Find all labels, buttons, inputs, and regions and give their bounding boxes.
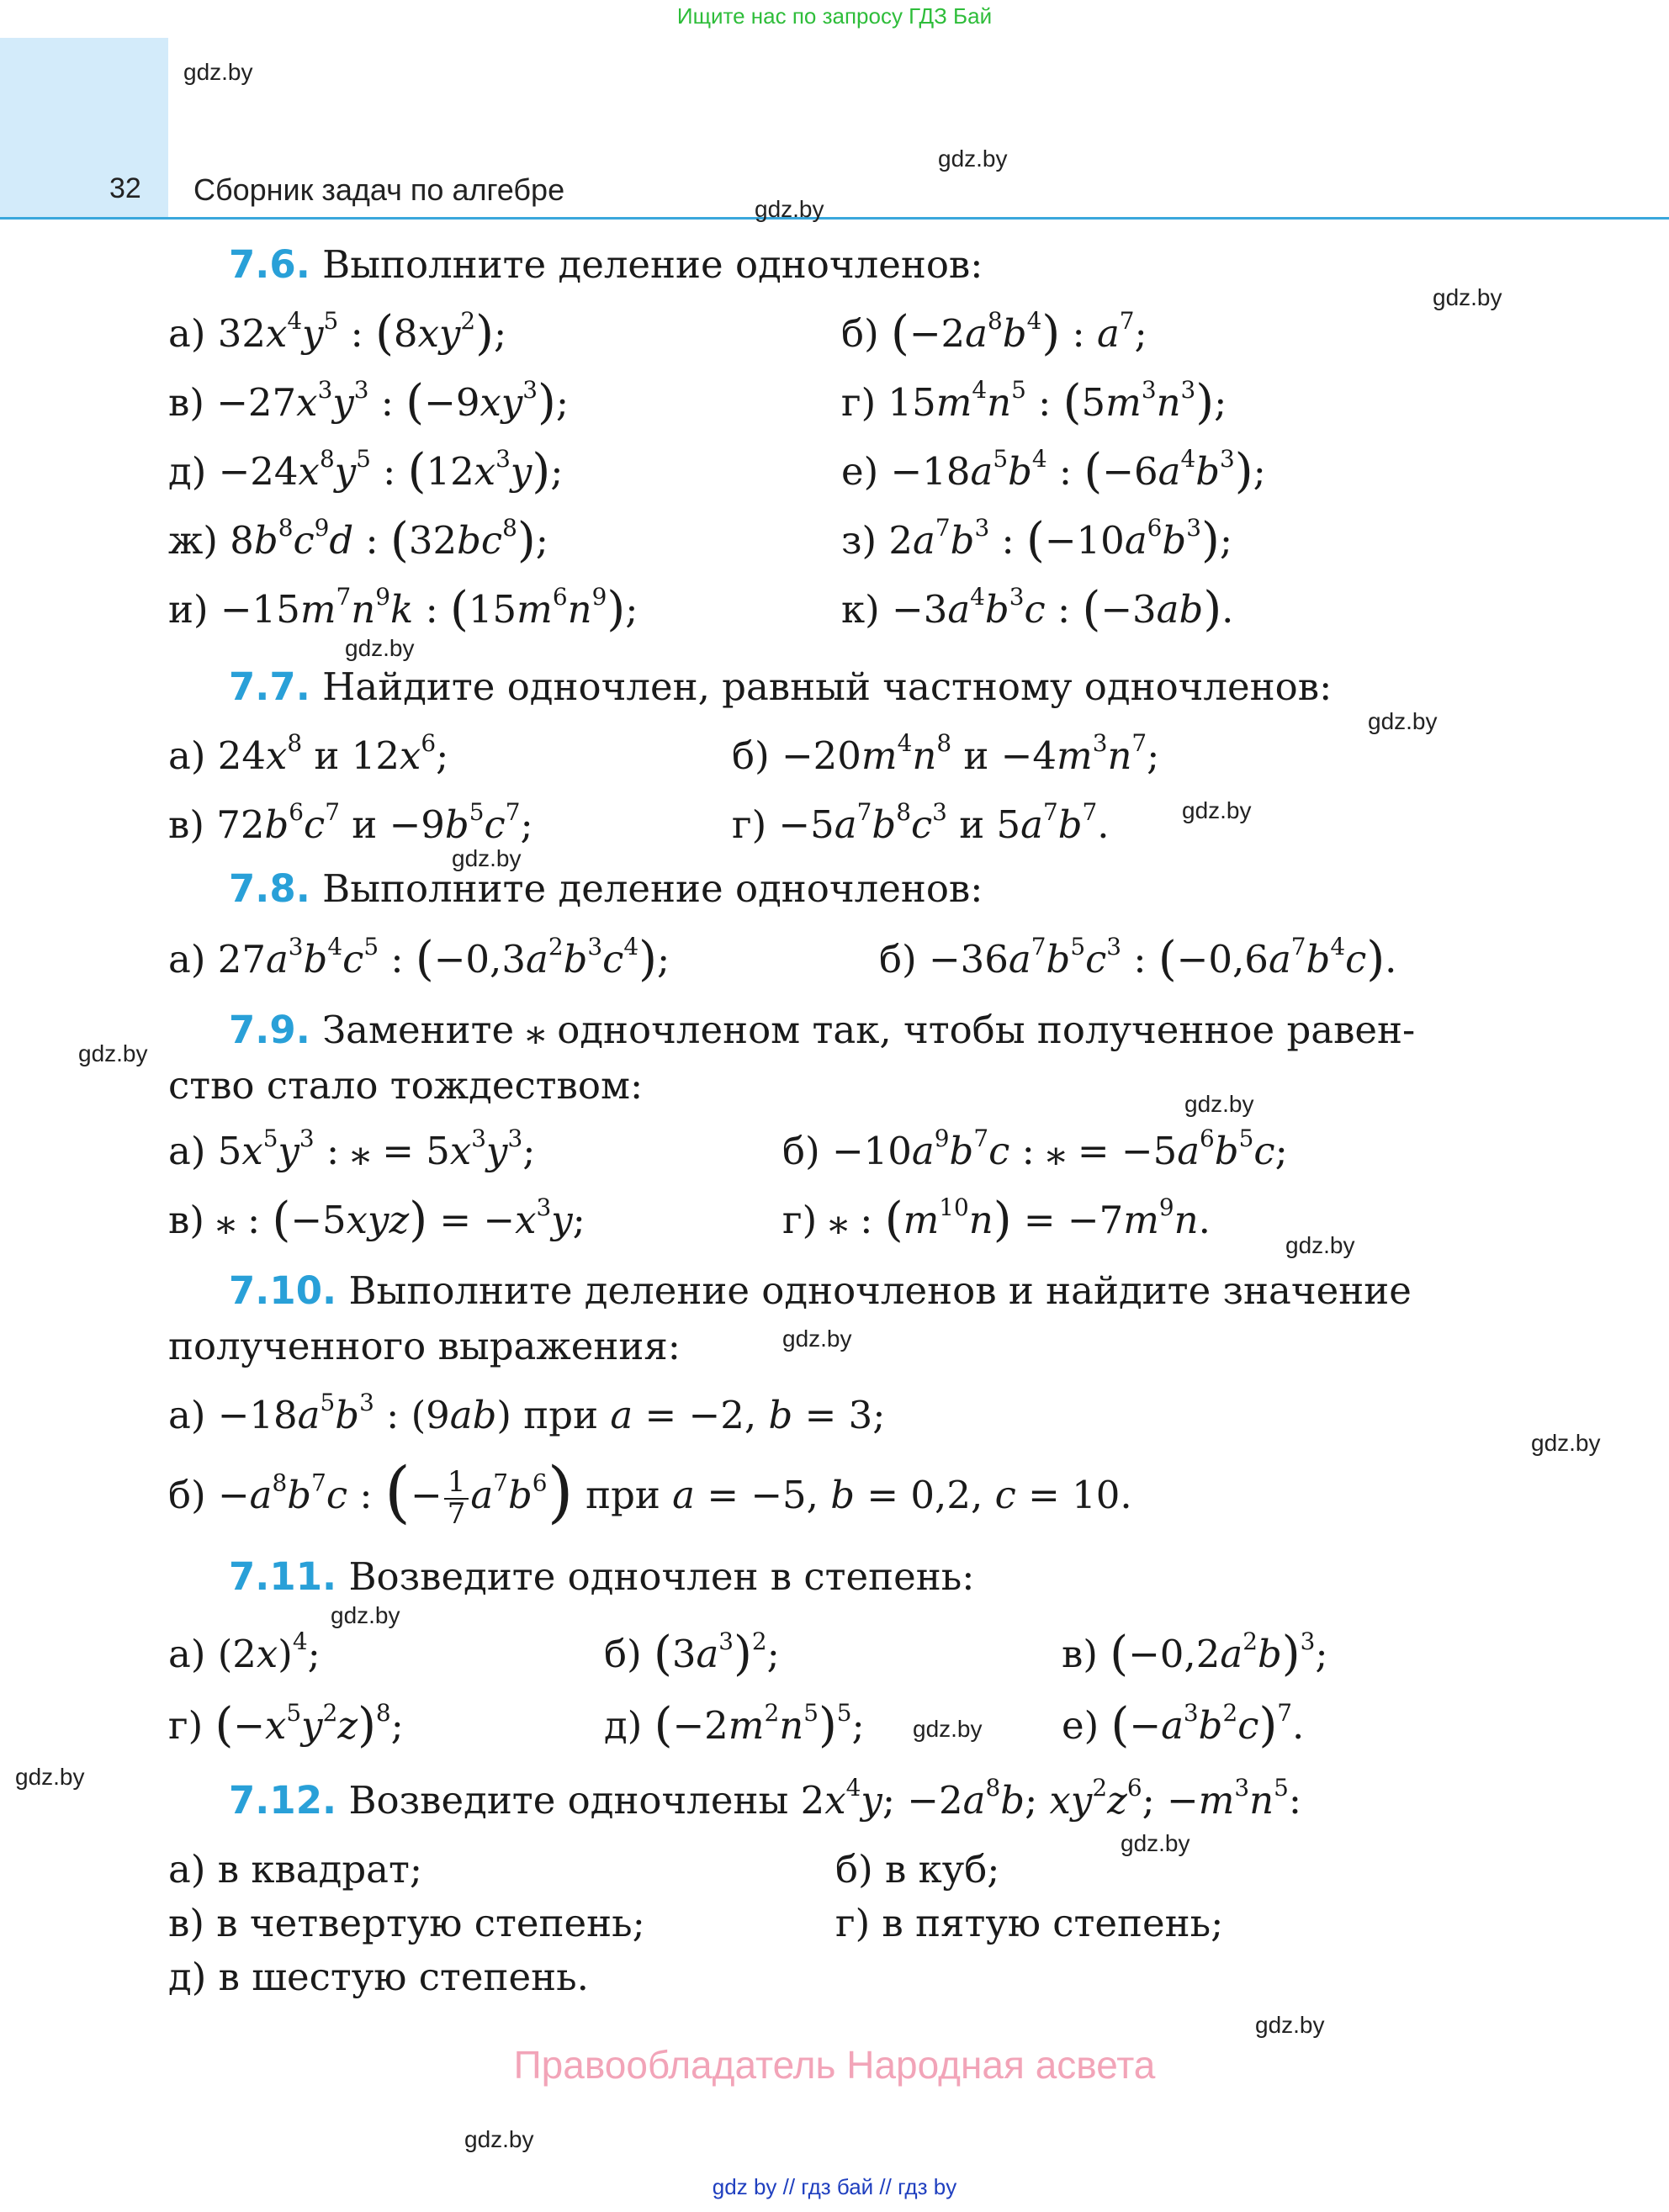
task-title-line-1: Замените ⁎ одночленом так, чтобы полученное равен-: [322, 1008, 1416, 1052]
watermark: gdz.by: [464, 2126, 534, 2152]
watermark: gdz.by: [345, 635, 415, 661]
expression-7-6-a: а) $32x^4y^5$ : $(8xy^2)$;: [168, 306, 507, 361]
watermark: gdz.by: [15, 1764, 85, 1790]
expression-7-6-e: $е) -18a^5b^4$ : $(-6a^4b^3)$;: [841, 444, 1266, 499]
expression-7-6-zh: ж) $8b^8c^9d$ : $(32bc^8)$;: [168, 513, 548, 568]
expression-7-8-a: а) $27a^3b^4c^5$ : $(-0,3a^2b^3c^4)$;: [168, 932, 670, 987]
watermark: gdz.by: [1121, 1830, 1190, 1856]
watermark: gdz.by: [1184, 1091, 1254, 1117]
expression-7-10-a: $а) -18a^5b^3$ : (9ab) при a = −2, b = 3;: [168, 1389, 886, 1437]
expression-7-11-e: е) $(-a^3b^2c)^7$.: [1062, 1698, 1305, 1753]
task-title: Выполните деление одночленов:: [322, 866, 983, 911]
expression-7-6-b: б) $(-2a^8b^4)$ : $a^7$;: [841, 306, 1147, 361]
task-number: 7.8.: [229, 866, 310, 911]
task-title-line-2: полученного выражения:: [168, 1324, 681, 1368]
option-7-12-a: а) в квадрат;: [168, 1847, 423, 1892]
watermark: gdz.by: [913, 1716, 983, 1742]
option-7-12-v: в) в четвертую степень;: [168, 1901, 645, 1945]
task-7-11-heading: [229, 1554, 974, 1599]
task-7-6-heading: [229, 242, 983, 287]
task-number: 7.11.: [229, 1554, 337, 1599]
expression-7-6-z: з) $2a^7b^3$ : $(-10a^6b^3)$;: [841, 513, 1232, 568]
expression-7-11-b: б) $(3a^3)^2$;: [604, 1627, 780, 1681]
expression-7-8-b: $б) -36a^7b^5c^3$ : $(-0,6a^7b^4c)$.: [879, 932, 1397, 987]
watermark: gdz.by: [1368, 708, 1438, 734]
watermark: gdz.by: [782, 1326, 852, 1352]
expression-7-6-d: $д) -24x^8y^5$ : $(12x^3y)$;: [168, 444, 564, 499]
task-number: 7.7.: [229, 664, 310, 709]
expression-7-6-v: $в) -27x^3y^3$ : $(-9xy^3)$;: [168, 375, 570, 430]
task-7-9-heading: [229, 1008, 1415, 1052]
watermark: gdz.by: [1433, 284, 1502, 310]
expression-7-7-a: а) $24x^8$ и $12x^6$;: [168, 729, 449, 778]
watermark: gdz.by: [1285, 1232, 1355, 1258]
expression-7-6-g: г) $15m^4n^5$ : $(5m^3n^3)$;: [841, 375, 1227, 430]
top-banner[interactable]: Ищите нас по запросу ГДЗ Бай: [676, 3, 993, 29]
task-7-12-monomials: $2x^4y$; $-2a^8b$; $xy^2z^6$; $-m^3n^5$:: [800, 1774, 1302, 1823]
watermark: gdz.by: [331, 1602, 400, 1628]
copyright-owner: Правообладатель Народная асвета: [513, 2043, 1156, 2087]
watermark: gdz.by: [78, 1040, 148, 1066]
watermark: gdz.by: [452, 845, 522, 871]
expression-7-9-b: $б) -10a^9b^7c$ : ⁎ = $-5a^6b^5c$;: [782, 1125, 1288, 1173]
expression-7-9-a: а) $5x^5y^3$ : ⁎ = $5x^3y^3$;: [168, 1125, 536, 1173]
expression-7-11-v: в) $(-0,2a^2b)^3$;: [1062, 1627, 1328, 1681]
expression-7-10-b: $б) -a^8b^7c$ : (− $\frac{1}{7}$ $a^7b^6$) при a = −5, b = 0,2, c = 10.: [168, 1453, 1132, 1532]
header-rule: [0, 217, 1669, 220]
task-title-line-1: Выполните деление одночленов и найдите значение: [348, 1268, 1412, 1313]
task-title: Возведите одночлен в степень:: [348, 1554, 975, 1599]
page-number: 32: [109, 172, 141, 204]
expression-7-7-g: $г) -5a^7b^8c^3$ и $5a^7b^7$.: [732, 798, 1110, 847]
bottom-links[interactable]: gdz by // гдз бай // гдз by: [712, 2174, 957, 2199]
task-7-10-heading: [229, 1268, 1412, 1313]
expression-7-9-g: г) ⁎ : $(m^{10}n) = -7m^9n$.: [782, 1193, 1211, 1247]
watermark: gdz.by: [938, 146, 1008, 172]
task-7-8-heading: [229, 866, 983, 911]
option-7-12-d: д) в шестую степень.: [168, 1955, 589, 1999]
task-title: Найдите одночлен, равный частному одночленов:: [322, 664, 1333, 709]
option-7-12-g: г) в пятую степень;: [835, 1901, 1224, 1945]
expression-7-11-a: а) $(2x)^4$;: [168, 1627, 321, 1676]
expression-7-6-k: $к) -3a^4b^3c$ : (−3ab).: [841, 582, 1234, 637]
expression-7-7-b: $б) -20m^4n^8$ $и -4m^3n^7$;: [732, 729, 1160, 778]
watermark: gdz.by: [755, 196, 824, 222]
expression-7-11-d: д) $(-2m^2n^5)^5$;: [604, 1698, 865, 1753]
fraction: $\frac{1}{7}$: [444, 1468, 469, 1529]
header-color-block: [0, 38, 168, 219]
task-number: 7.9.: [229, 1008, 310, 1052]
option-7-12-b: б) в куб;: [835, 1847, 1000, 1892]
task-title-line-2: ство стало тождеством:: [168, 1063, 644, 1108]
expression-7-11-g: г) $(-x^5y^2z)^8$;: [168, 1698, 404, 1753]
task-title: Выполните деление одночленов:: [322, 242, 983, 287]
task-number: 7.10.: [229, 1268, 337, 1313]
task-7-7-heading: [229, 664, 1332, 709]
watermark: gdz.by: [1255, 2012, 1325, 2038]
watermark: gdz.by: [183, 59, 253, 85]
expression-7-7-v: в) $72b^6c^7$ $и -9b^5c^7$;: [168, 798, 533, 847]
task-number: 7.6.: [229, 242, 310, 287]
expression-7-6-i: $и) -15m^7n^9k$ : $(15m^6n^9)$;: [168, 582, 638, 637]
task-number: 7.12.: [229, 1778, 337, 1823]
task-7-12-heading: [229, 1774, 1302, 1823]
watermark: gdz.by: [1182, 797, 1252, 823]
header-title: Сборник задач по алгебре: [193, 172, 565, 207]
expression-7-9-v: в) ⁎ : $(-5xyz) = -x^3y$;: [168, 1193, 585, 1247]
watermark: gdz.by: [1531, 1430, 1601, 1456]
task-title: Возведите одночлены: [348, 1778, 789, 1823]
